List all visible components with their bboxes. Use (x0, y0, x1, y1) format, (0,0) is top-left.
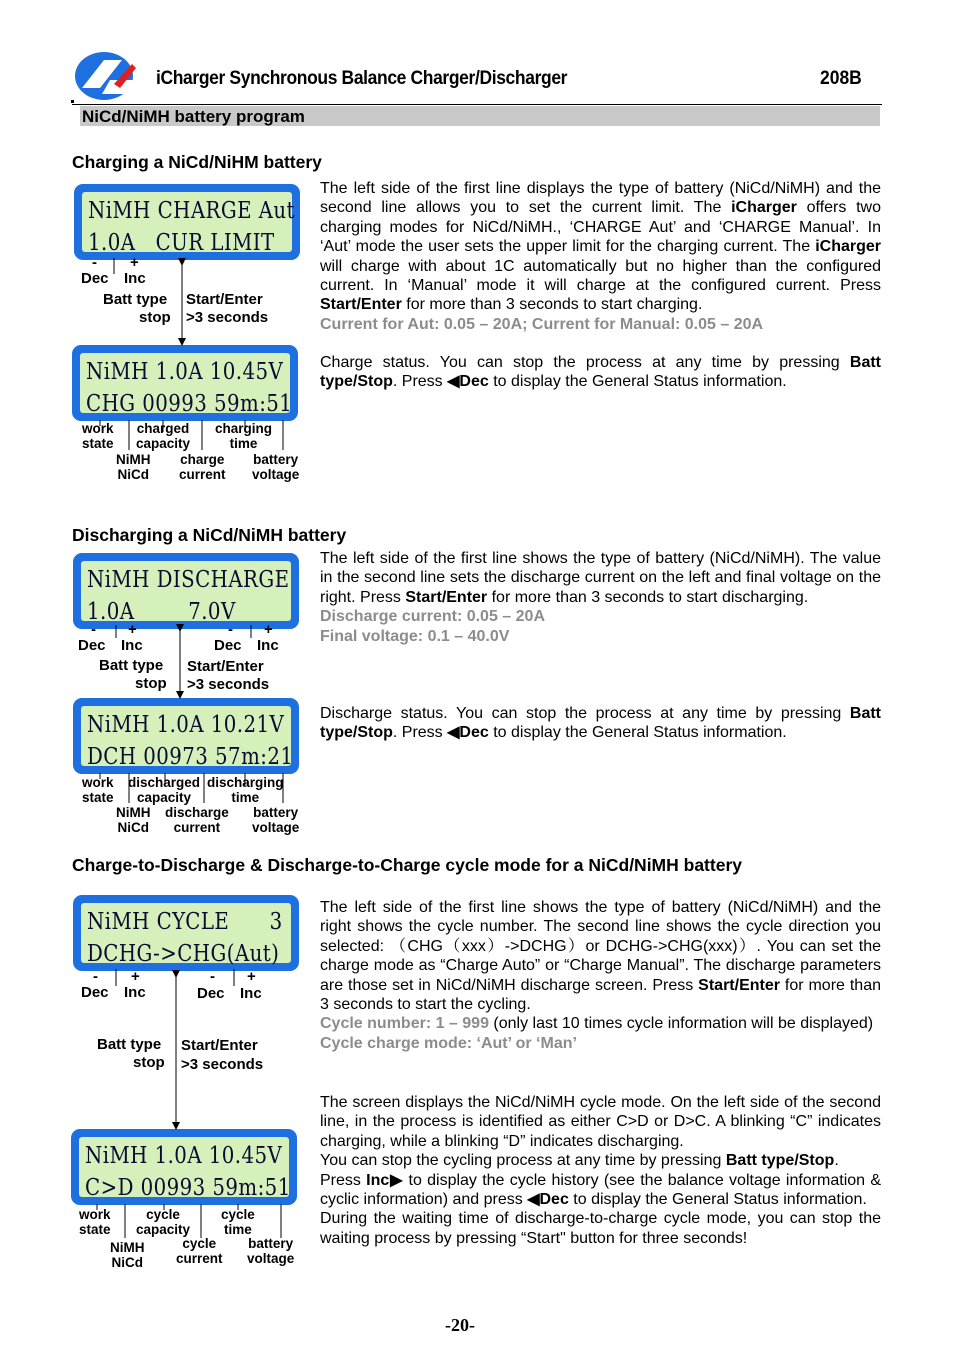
key-seconds: >3 seconds (181, 1056, 264, 1073)
key-start-enter: Start/Enter (186, 291, 263, 308)
key-inc-2: Inc (257, 637, 279, 654)
label-nimh-nicd: NiMH NiCd (116, 805, 151, 835)
lcd-line-1: NiMH CHARGE Aut (88, 198, 295, 224)
label-discharging-time: discharging time (207, 775, 284, 805)
key-plus: + (130, 254, 139, 271)
label-battery-voltage: battery voltage (247, 1236, 295, 1266)
lcd-line-2: CHG 00993 59m:51 (86, 391, 293, 417)
key-dec-2: Dec (197, 985, 225, 1002)
key-stop: stop (135, 675, 167, 692)
key-plus-2: + (264, 621, 273, 638)
charging-paragraph-2: Charge status. You can stop the process at any time by pressing Batt type/Stop. Press ◀Dec to display the General Status information. (320, 354, 881, 391)
key-plus: + (128, 621, 137, 638)
key-inc: Inc (121, 637, 143, 654)
label-charging-time: charging time (215, 421, 273, 451)
label-work-state: work state (79, 1207, 111, 1237)
page-number: -20- (445, 1315, 475, 1335)
discharging-paragraph-2: Discharge status. You can stop the process at any time by pressing Batt type/Stop. Press ◀Dec to display the General Status information. (320, 705, 881, 742)
header-model: 208B (820, 68, 862, 89)
key-inc-2: Inc (240, 985, 262, 1002)
key-dec-2: Dec (214, 637, 242, 654)
cycle-heading: Charge-to-Discharge & Discharge-to-Charge cycle mode for a NiCd/NiMH battery (72, 855, 742, 875)
header-title: iCharger Synchronous Balance Charger/Discharger (156, 68, 568, 89)
key-batt-type: Batt type (99, 657, 164, 674)
discharging-heading: Discharging a NiCd/NiMH battery (72, 525, 347, 545)
lcd-line-1: NiMH DISCHARGE (87, 567, 290, 593)
lcd-line-1: NiMH 1.0A 10.45V (86, 359, 284, 385)
label-nimh-nicd: NiMH NiCd (110, 1240, 145, 1270)
label-discharged-capacity: discharged capacity (128, 775, 201, 805)
key-stop: stop (133, 1054, 165, 1071)
lcd-line-2: DCH 00973 57m:21 (87, 744, 294, 770)
label-charged-capacity: charged capacity (136, 421, 191, 451)
section-title: NiCd/NiMH battery program (82, 107, 305, 126)
discharging-paragraph-1: The left side of the first line shows the type of battery (NiCd/NiMH). The value in the second line sets the discharge current on the left and final voltage on the right. Press Start/Enter for more than 3 seconds to start discharging. Discharge current: 0.05 – 20A Final voltage: 0.1 – 40.0V (320, 550, 881, 645)
key-start-enter: Start/Enter (181, 1037, 258, 1054)
charging-paragraph-1: The left side of the first line displays the type of battery (NiCd/NiMH) and the second line allows you to set the current limit. The iCharger offers two charging modes for NiCd/NiMH., ‘CHARGE Aut’ and ‘CHARGE Manual’. In ‘Aut’ mode the user sets the upper limit for the charging current. The iCharger will charge with about 1C automatically but no higher than the configured current. In ‘Manual’ mode it will charge at the configured current. Press Start/Enter for more than 3 seconds to start charging. Current for Aut: 0.05 – 20A; Current for Manual: 0.05 – 20A (320, 180, 882, 333)
key-stop: stop (139, 309, 171, 326)
label-cycle-time: cycle time (221, 1207, 255, 1237)
key-dec: Dec (81, 984, 109, 1001)
label-cycle-current: cycle current (176, 1236, 223, 1266)
key-inc: Inc (124, 984, 146, 1001)
key-start-enter: Start/Enter (187, 658, 264, 675)
label-work-state: work state (82, 775, 114, 805)
label-nimh-nicd: NiMH NiCd (116, 452, 151, 482)
label-discharge-current: discharge current (165, 805, 229, 835)
label-charge-current: charge current (179, 452, 226, 482)
cycle-paragraph-2: The screen displays the NiCd/NiMH cycle mode. On the left side of the second line, in the process is identified as either C>D or D>C. A blinking “C” indicates charging, while a blinking “D” indicates discharging. You can stop the cycling process at any time by pressing Batt type/Stop. Press Inc▶ to display the cycle history (see the balance voltage information & cyclic information) and press ◀Dec to display the General Status information. During the waiting time of discharge-to-charge cycle mode, you can stop the waiting process by pressing “Start" button for three seconds! (320, 1094, 882, 1247)
label-cycle-capacity: cycle capacity (136, 1207, 191, 1237)
key-batt-type: Batt type (103, 291, 168, 308)
label-battery-voltage: battery voltage (252, 805, 300, 835)
label-battery-voltage: battery voltage (252, 452, 300, 482)
key-minus-2: - (210, 968, 215, 985)
key-minus-2: - (228, 621, 233, 638)
key-dec: Dec (78, 637, 106, 654)
lcd-line-2: DCHG->CHG(Aut) (87, 941, 280, 967)
key-minus: - (93, 968, 98, 985)
charging-heading: Charging a NiCd/NiHM battery (72, 152, 322, 172)
lcd-line-2: 1.0A 7.0V (87, 599, 236, 625)
key-batt-type: Batt type (97, 1036, 162, 1053)
lcd-line-1: NiMH 1.0A 10.45V (85, 1143, 283, 1169)
key-plus-2: + (247, 968, 256, 985)
lcd-line-1: NiMH CYCLE 3 (87, 909, 283, 935)
key-minus: - (92, 254, 97, 271)
lcd-line-1: NiMH 1.0A 10.21V (87, 712, 285, 738)
key-seconds: >3 seconds (187, 676, 270, 693)
key-plus: + (131, 968, 140, 985)
label-work-state: work state (82, 421, 114, 451)
key-dec: Dec (81, 270, 109, 287)
key-minus: - (91, 621, 96, 638)
lcd-line-2: 1.0A CUR LIMIT (88, 230, 275, 256)
cycle-paragraph-1: The left side of the first line shows the type of battery (NiCd/NiMH) and the right shows the cycle number. The second line shows the cycle direction you selected: （CHG（xxx）->DCHG）or DCHG->CHG(xxx)）. You can set the charge mode as “Charge Auto” or “Charge Manual”. The discharge parameters are those set in NiCd/NiMH discharge screen. Press Start/Enter for more than 3 seconds to start the cycling. Cycle number: 1 – 999 (only last 10 times cycle information will be displayed) Cycle charge mode: ‘Aut’ or ‘Man’ (320, 899, 881, 1052)
key-seconds: >3 seconds (186, 309, 269, 326)
key-inc: Inc (124, 270, 146, 287)
lcd-line-2: C>D 00993 59m:51 (85, 1175, 291, 1201)
